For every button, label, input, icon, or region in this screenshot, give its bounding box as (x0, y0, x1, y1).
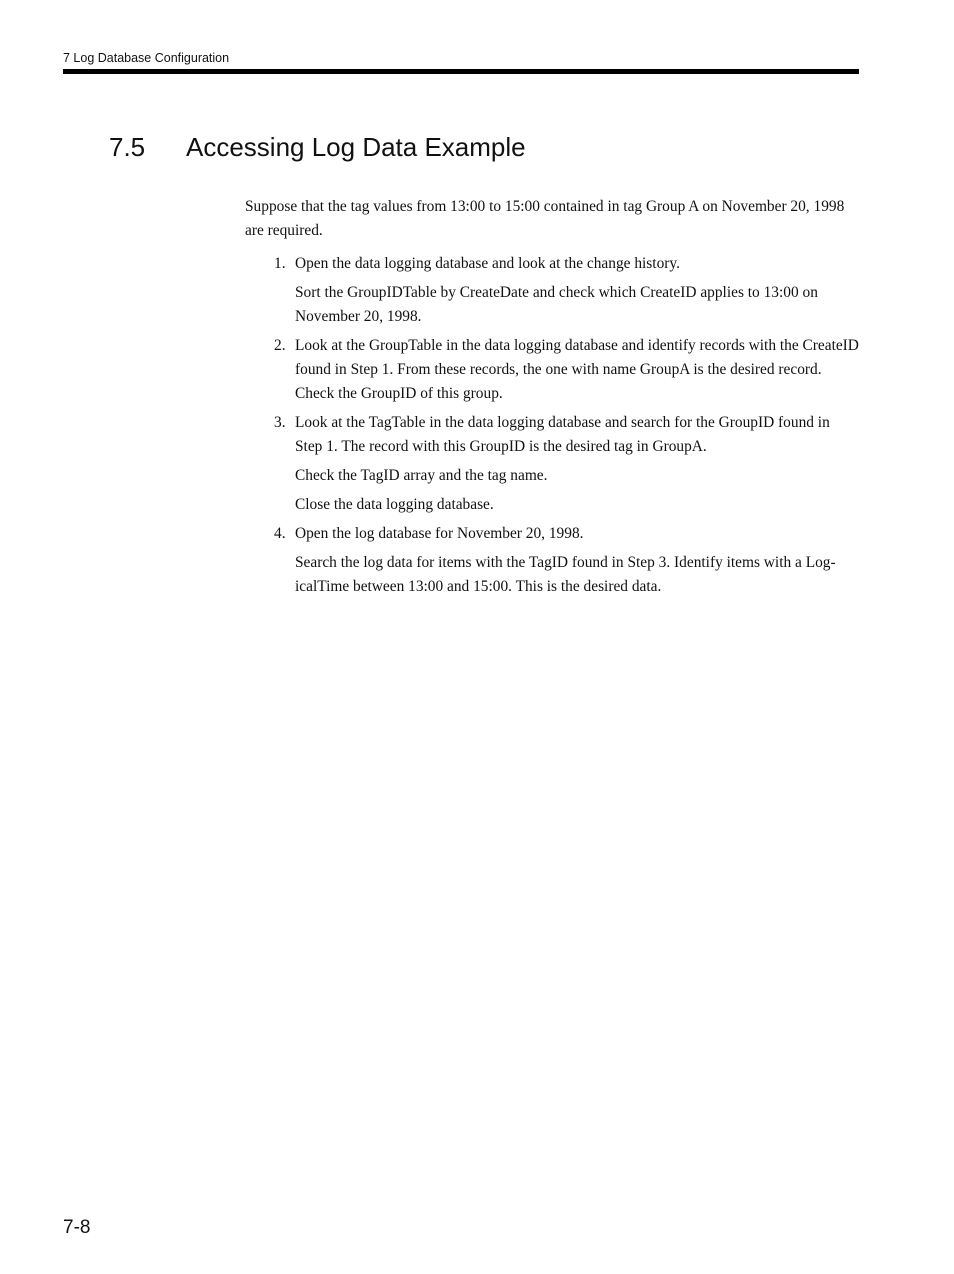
body-text (245, 195, 859, 604)
step-text: Open the log database for November 20, 1998. (295, 525, 584, 542)
step-detail: Close the data logging database. (295, 496, 494, 513)
step-text: Look at the GroupTable in the data logging database and identify records with the CreateID found in Step 1. From these records, the one with name GroupA is the desired record. Check the GroupID of this group. (295, 337, 859, 402)
step-detail: Search the log data for items with the TagID found in Step 3. Identify items with a LogicalTime between 13:00 and 15:00. This is the desired data. (295, 554, 836, 595)
running-head: 7 Log Database Configuration (63, 51, 230, 65)
section-title: Accessing Log Data Example (186, 132, 526, 162)
steps-list (245, 252, 859, 599)
step-number: 3. (274, 414, 286, 431)
step-text: Look at the TagTable in the data logging database and search for the GroupID found in Step 1. The record with this GroupID is the desired tag in GroupA. (295, 414, 830, 455)
page-number: 7-8 (63, 1217, 91, 1238)
step-text: Open the data logging database and look at the change history. (295, 255, 680, 272)
header-rule (63, 69, 859, 74)
list-item (245, 334, 859, 406)
step-detail: Check the TagID array and the tag name. (295, 467, 548, 484)
step-number: 4. (274, 525, 286, 542)
step-number: 1. (274, 255, 286, 272)
section-heading (109, 132, 526, 163)
list-item (245, 522, 859, 599)
list-item (245, 252, 859, 329)
step-detail: Sort the GroupIDTable by CreateDate and check which CreateID applies to 13:00 on November 20, 1998. (295, 284, 818, 325)
section-number: 7.5 (109, 132, 146, 162)
list-item (245, 411, 859, 517)
intro-paragraph: Suppose that the tag values from 13:00 to 15:00 contained in tag Group A on November 20, 1998 are required. (245, 198, 845, 239)
step-number: 2. (274, 337, 286, 354)
